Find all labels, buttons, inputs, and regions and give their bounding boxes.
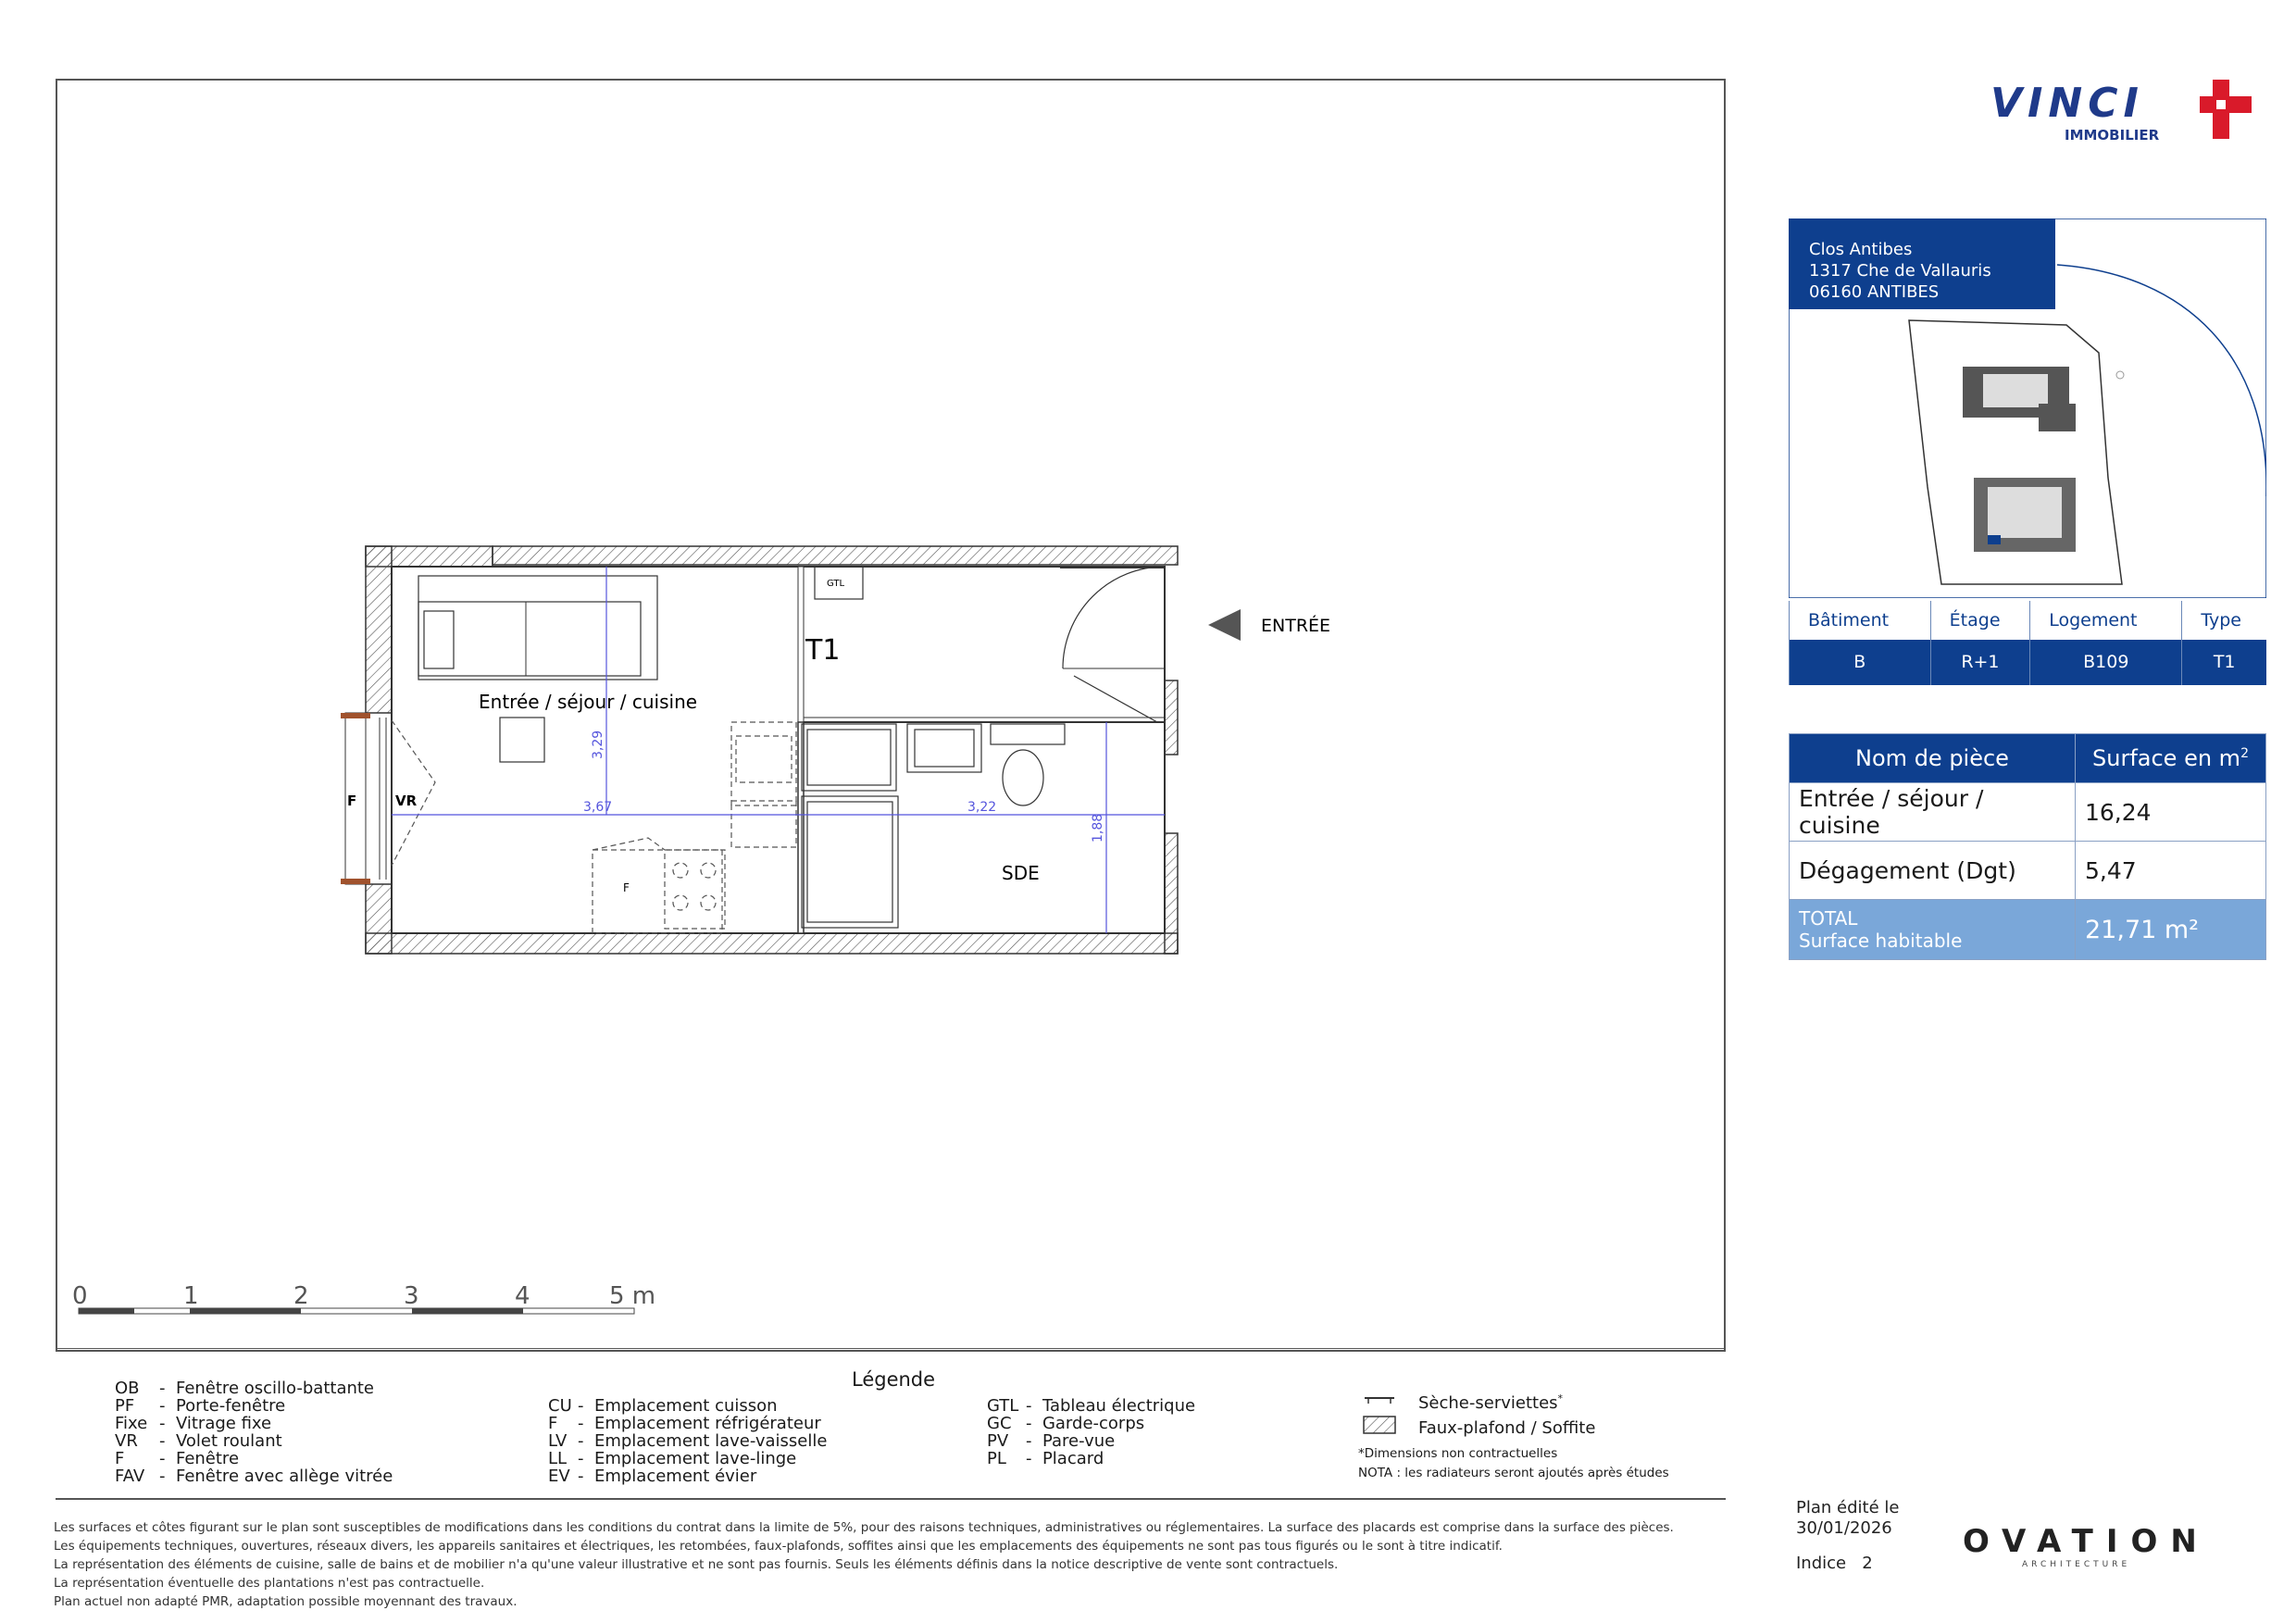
legend-item: LV - Emplacement lave-vaisselle xyxy=(548,1431,828,1451)
legend-item: VR - Volet roulant xyxy=(115,1431,282,1451)
entry-label: ENTRÉE xyxy=(1261,616,1331,636)
indice: Indice 2 xyxy=(1796,1554,1873,1573)
vinci-cross-icon xyxy=(2192,74,2257,148)
legend-item: LL - Emplacement lave-linge xyxy=(548,1449,797,1468)
legend-item: EV - Emplacement évier xyxy=(548,1467,757,1486)
value-building: B xyxy=(1790,640,1931,685)
gtl-label: GTL xyxy=(827,579,845,589)
window-label-vr: VR xyxy=(395,793,418,809)
scale-5: 5 m xyxy=(609,1282,656,1310)
col-room-header: Nom de pièce xyxy=(1790,734,2076,783)
project-info: Clos Antibes 1317 Che de Vallauris 06160 ANTIBES xyxy=(1789,218,2055,309)
header-type: Type xyxy=(2182,601,2266,640)
surface-table xyxy=(1789,733,2266,960)
legend-item: Fixe - Vitrage fixe xyxy=(115,1414,272,1433)
scale-4: 4 xyxy=(515,1282,530,1310)
room-bath-label: SDE xyxy=(1002,862,1040,884)
vinci-logo: VINCI IMMOBILIER xyxy=(1990,74,2259,148)
col-area-header: Surface en $m^2$ xyxy=(2076,734,2266,783)
value-unit: B109 xyxy=(2030,640,2182,685)
legend-item: PV - Pare-vue xyxy=(987,1431,1116,1451)
legend-item: PL - Placard xyxy=(987,1449,1104,1468)
legend-item: F - Emplacement réfrigérateur xyxy=(548,1414,821,1433)
table-row: Entrée / séjour / cuisine 16,24 xyxy=(1790,783,2266,842)
header-unit: Logement xyxy=(2030,601,2182,640)
dim-3-29: 3,29 xyxy=(591,730,605,759)
entry-arrow-icon xyxy=(1208,609,1241,641)
legend-towel: Sèche-serviettes* xyxy=(1418,1392,1564,1413)
legend-note-2: NOTA : les radiateurs seront ajoutés après études xyxy=(1358,1466,1669,1480)
value-floor: R+1 xyxy=(1930,640,2030,685)
room-living-label: Entrée / séjour / cuisine xyxy=(479,691,698,713)
disclaimer: Les surfaces et côtes figurant sur le plan sont susceptibles de modifications dans les conditions du contrat dans la limite de 5%, pour des raisons techniques, administratives ou réglementaires. La surface des placards est comprise dans la surface des pièces. Les équipements techniques, ouvertures, réseaux divers, les appareils sanitaires et électriques, les retombées, faux-plafonds, soffites ainsi que les emplacements des équipements ne sont pas tous figurés ou le sont à titre indicatif. La représentation des éléments de cuisine, salle de bains et de mobilier n'a qu'une valeur illustrative et ne sont pas fournis. Seuls les éléments définis dans la notice descriptive de vente sont contractuels. La représentation éventuelle des plantations n'est pas contractuelle. Plan actuel non adapté PMR, adaptation possible moyennant des travaux. xyxy=(54,1520,1674,1609)
scale-1: 1 xyxy=(183,1282,199,1310)
dim-3-67: 3,67 xyxy=(583,800,613,815)
scale-3: 3 xyxy=(404,1282,419,1310)
value-type: T1 xyxy=(2182,640,2266,685)
legend-item: F - Fenêtre xyxy=(115,1449,240,1468)
dim-3-22: 3,22 xyxy=(967,800,997,815)
scale-2: 2 xyxy=(293,1282,309,1310)
edition-info: Plan édité le 30/01/2026 xyxy=(1796,1498,1900,1538)
legend-item: FAV - Fenêtre avec allège vitrée xyxy=(115,1467,393,1486)
table-row: Dégagement (Dgt) 5,47 xyxy=(1790,842,2266,900)
header-building: Bâtiment xyxy=(1790,601,1931,640)
floor-area xyxy=(392,567,1165,933)
dim-1-88: 1,88 xyxy=(1091,813,1105,843)
window-label-f: F xyxy=(347,793,357,809)
total-row: TOTAL Surface habitable 21,71 m² xyxy=(1790,900,2266,960)
scale-bar xyxy=(79,1308,634,1314)
legend-frame-bottom xyxy=(56,1498,1726,1500)
header-floor: Étage xyxy=(1930,601,2030,640)
legend-col-2 xyxy=(548,1397,827,1485)
legend-col-3 xyxy=(987,1397,1195,1467)
legend-item: CU - Emplacement cuisson xyxy=(548,1396,778,1416)
fridge-label: F xyxy=(623,881,630,894)
total-value: 21,71 m² xyxy=(2076,900,2266,960)
legend-ceiling: Faux-plafond / Soffite xyxy=(1418,1418,1596,1438)
legend-item: GTL - Tableau électrique xyxy=(987,1396,1196,1416)
unit-type-label: T1 xyxy=(805,634,841,667)
legend-col-1 xyxy=(115,1380,393,1485)
legend-note-1: *Dimensions non contractuelles xyxy=(1358,1446,1558,1461)
scale-0: 0 xyxy=(72,1282,88,1310)
legend-item: GC - Garde-corps xyxy=(987,1414,1145,1433)
legend-title: Légende xyxy=(852,1368,936,1391)
legend-divider xyxy=(56,1348,1726,1349)
ovation-logo: OVATION ARCHITECTURE xyxy=(1963,1523,2210,1569)
legend-item: PF - Porte-fenêtre xyxy=(115,1396,286,1416)
legend-item: OB - Fenêtre oscillo-battante xyxy=(115,1379,375,1398)
towel-rail-icon xyxy=(1361,1392,1398,1439)
unit-info-table xyxy=(1789,601,2266,685)
